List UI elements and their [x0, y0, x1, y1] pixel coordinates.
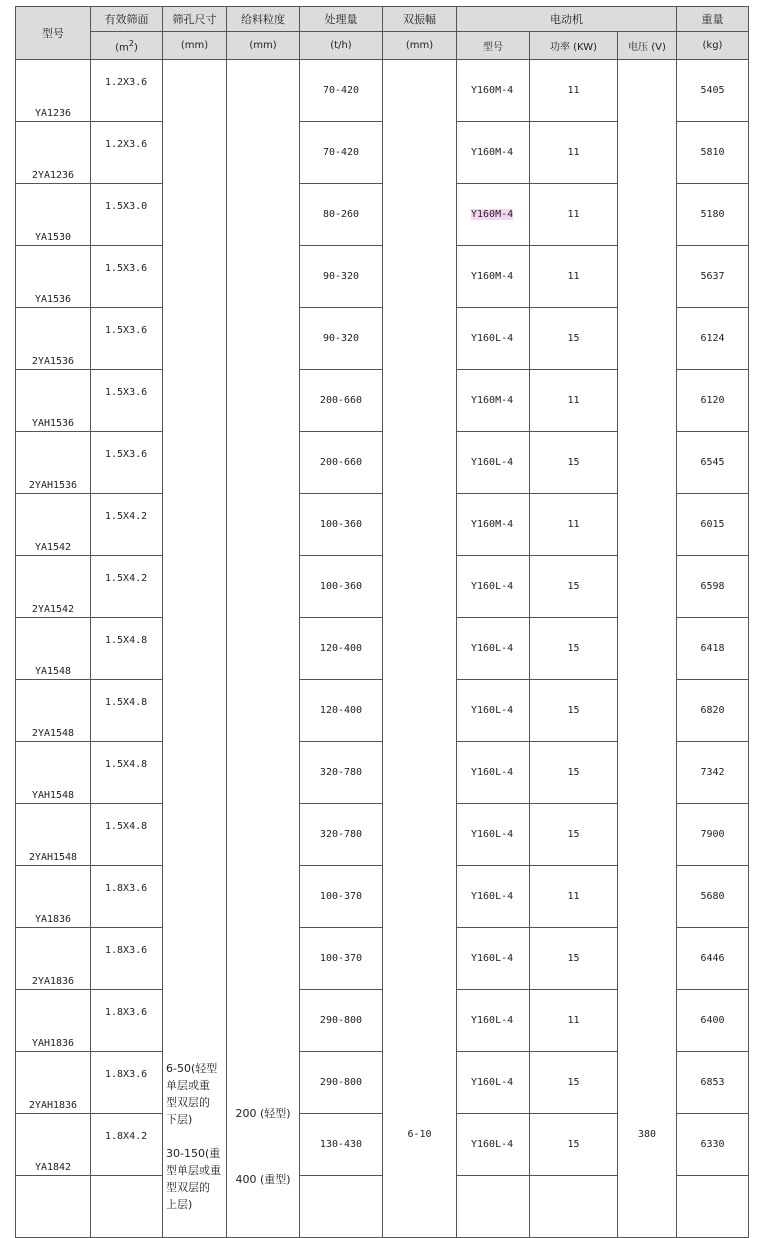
cell-capacity: 100-370: [300, 928, 383, 990]
cell-motor-model: Y160L-4: [457, 742, 530, 804]
cell-voltage: [618, 60, 677, 1238]
cell-area: 1.5X4.8: [91, 742, 163, 804]
feed-light: 200 (轻型): [235, 1107, 291, 1120]
cell-model: 2YAH1836: [16, 1052, 91, 1114]
cell-motor-power: 15: [530, 1052, 618, 1114]
cell-area: 1.8X3.6: [91, 1052, 163, 1114]
cell-area: 1.2X3.6: [91, 60, 163, 122]
cell-capacity: 290-800: [300, 990, 383, 1052]
table-header: [16, 7, 749, 60]
cell-motor-power: 11: [530, 494, 618, 556]
cell-weight: 6545: [677, 432, 749, 494]
cell-model: YAH1536: [16, 370, 91, 432]
cell-motor-power: 15: [530, 432, 618, 494]
cell-model: YA1836: [16, 866, 91, 928]
cell-capacity: 90-320: [300, 308, 383, 370]
header-amplitude-unit: (mm): [383, 32, 457, 60]
cell-motor-power: 15: [530, 742, 618, 804]
cell-weight: 6400: [677, 990, 749, 1052]
cell-capacity: 320-780: [300, 804, 383, 866]
cell-area: 1.5X3.6: [91, 246, 163, 308]
cell-model: 2YA1542: [16, 556, 91, 618]
header-weight: 重量: [677, 7, 749, 32]
cell-weight: [677, 1176, 749, 1238]
text-selection-highlight: Y160M-4: [471, 209, 514, 220]
cell-motor-model: Y160M-4: [457, 122, 530, 184]
cell-motor-power: 15: [530, 928, 618, 990]
cell-motor-power: 11: [530, 60, 618, 122]
cell-amplitude: [383, 60, 457, 1238]
cell-model: YA1536: [16, 246, 91, 308]
cell-area: 1.5X3.0: [91, 184, 163, 246]
cell-motor-model: Y160L-4: [457, 990, 530, 1052]
cell-weight: 6015: [677, 494, 749, 556]
cell-weight: 6598: [677, 556, 749, 618]
cell-motor-power: 11: [530, 122, 618, 184]
mesh-line: 型双层的: [166, 1181, 210, 1194]
cell-motor-model: Y160M-4: [457, 494, 530, 556]
cell-motor-model: [457, 184, 530, 246]
cell-model: 2YAH1548: [16, 804, 91, 866]
area-unit-base: (m: [115, 42, 129, 54]
cell-motor-power: 11: [530, 990, 618, 1052]
cell-motor-power: 15: [530, 1114, 618, 1176]
cell-area: 1.8X3.6: [91, 990, 163, 1052]
cell-motor-power: 15: [530, 618, 618, 680]
cell-model: 2YA1836: [16, 928, 91, 990]
header-mesh-unit: (mm): [163, 32, 227, 60]
header-mesh: 筛孔尺寸: [163, 7, 227, 32]
area-unit-end: ): [134, 42, 138, 54]
area-unit-sup: 2: [128, 37, 135, 48]
cell-motor-model: Y160L-4: [457, 866, 530, 928]
cell-motor-model: Y160L-4: [457, 556, 530, 618]
cell-area: 1.8X3.6: [91, 866, 163, 928]
cell-weight: 5637: [677, 246, 749, 308]
cell-weight: 6124: [677, 308, 749, 370]
cell-model: 2YA1548: [16, 680, 91, 742]
cell-weight: 6120: [677, 370, 749, 432]
header-motor-power: 功率 (KW): [530, 32, 618, 60]
cell-motor-power: 15: [530, 308, 618, 370]
cell-motor-power: 11: [530, 184, 618, 246]
cell-area: 1.5X3.6: [91, 308, 163, 370]
cell-motor-power: [530, 1176, 618, 1238]
cell-capacity: 100-360: [300, 494, 383, 556]
cell-mesh-size: [163, 60, 227, 1238]
cell-weight: 7342: [677, 742, 749, 804]
cell-capacity: 290-800: [300, 1052, 383, 1114]
cell-motor-model: Y160L-4: [457, 928, 530, 990]
header-amplitude: 双振幅: [383, 7, 457, 32]
cell-weight: 7900: [677, 804, 749, 866]
cell-area: 1.5X4.2: [91, 494, 163, 556]
cell-motor-model: Y160M-4: [457, 60, 530, 122]
cell-motor-power: 11: [530, 370, 618, 432]
spec-table-container: [15, 6, 749, 1238]
cell-capacity: 70-420: [300, 122, 383, 184]
cell-weight: 6446: [677, 928, 749, 990]
cell-area: 1.5X4.8: [91, 680, 163, 742]
header-motor-model: 型号: [457, 32, 530, 60]
cell-motor-model: Y160L-4: [457, 308, 530, 370]
mesh-line: 型单层或重: [166, 1164, 221, 1177]
cell-capacity: 100-370: [300, 866, 383, 928]
cell-area: [91, 1176, 163, 1238]
cell-weight: 6330: [677, 1114, 749, 1176]
cell-model: YA1542: [16, 494, 91, 556]
cell-model: 2YA1536: [16, 308, 91, 370]
cell-capacity: 90-320: [300, 246, 383, 308]
cell-weight: 6418: [677, 618, 749, 680]
mesh-line: 6-50(轻型: [166, 1062, 218, 1075]
mesh-line: 下层): [166, 1113, 193, 1126]
cell-model: YAH1548: [16, 742, 91, 804]
header-model: 型号: [16, 7, 91, 60]
cell-motor-model: Y160M-4: [457, 246, 530, 308]
cell-model: YAH1836: [16, 990, 91, 1052]
header-feed-unit: (mm): [227, 32, 300, 60]
cell-model: YA1548: [16, 618, 91, 680]
header-motor-voltage: 电压 (V): [618, 32, 677, 60]
cell-weight: 6853: [677, 1052, 749, 1114]
cell-motor-model: Y160L-4: [457, 618, 530, 680]
cell-motor-model: Y160L-4: [457, 1114, 530, 1176]
cell-motor-model: Y160L-4: [457, 680, 530, 742]
cell-model: YA1530: [16, 184, 91, 246]
cell-capacity: 70-420: [300, 60, 383, 122]
cell-area: 1.5X4.8: [91, 804, 163, 866]
cell-capacity: 120-400: [300, 680, 383, 742]
feed-size-text: [227, 1081, 299, 1213]
cell-area: 1.5X4.2: [91, 556, 163, 618]
cell-area: 1.5X4.8: [91, 618, 163, 680]
cell-motor-model: Y160M-4: [457, 370, 530, 432]
cell-model: YA1236: [16, 60, 91, 122]
cell-motor-power: 15: [530, 556, 618, 618]
table-body: [16, 60, 749, 1238]
header-feed: 给料粒度: [227, 7, 300, 32]
feed-heavy: 400 (重型): [235, 1173, 291, 1186]
voltage-value: 380: [637, 1129, 657, 1140]
cell-motor-model: [457, 1176, 530, 1238]
header-area: 有效筛面: [91, 7, 163, 32]
cell-motor-model: Y160L-4: [457, 1052, 530, 1114]
cell-weight: 6820: [677, 680, 749, 742]
cell-capacity: [300, 1176, 383, 1238]
cell-motor-power: 15: [530, 804, 618, 866]
cell-area: 1.2X3.6: [91, 122, 163, 184]
cell-feed-size: [227, 60, 300, 1238]
mesh-line: 上层): [166, 1198, 193, 1211]
cell-area: 1.5X3.6: [91, 370, 163, 432]
cell-motor-power: 11: [530, 246, 618, 308]
cell-model: 2YAH1536: [16, 432, 91, 494]
cell-area: 1.8X3.6: [91, 928, 163, 990]
mesh-line: 30-150(重: [166, 1147, 221, 1160]
cell-capacity: 320-780: [300, 742, 383, 804]
cell-area: 1.8X4.2: [91, 1114, 163, 1176]
header-weight-unit: (kg): [677, 32, 749, 60]
cell-motor-power: 11: [530, 866, 618, 928]
cell-model: YA1842: [16, 1114, 91, 1176]
cell-capacity: 100-360: [300, 556, 383, 618]
cell-motor-model: Y160L-4: [457, 432, 530, 494]
mesh-spacer: [166, 1128, 223, 1145]
header-motor: 电动机: [457, 7, 677, 32]
table-row: [16, 60, 749, 122]
mesh-line: 型双层的: [166, 1096, 210, 1109]
cell-motor-model: Y160L-4: [457, 804, 530, 866]
cell-area: 1.5X3.6: [91, 432, 163, 494]
cell-model: 2YA1236: [16, 122, 91, 184]
header-area-unit: [91, 32, 163, 60]
cell-capacity: 130-430: [300, 1114, 383, 1176]
spec-table: [15, 6, 749, 1238]
mesh-line: 单层或重: [166, 1079, 210, 1092]
amplitude-value: 6-10: [407, 1129, 432, 1140]
cell-capacity: 80-260: [300, 184, 383, 246]
cell-motor-power: 15: [530, 680, 618, 742]
cell-weight: 5810: [677, 122, 749, 184]
cell-capacity: 200-660: [300, 370, 383, 432]
cell-weight: 5180: [677, 184, 749, 246]
cell-model: [16, 1176, 91, 1238]
cell-capacity: 120-400: [300, 618, 383, 680]
cell-weight: 5680: [677, 866, 749, 928]
mesh-size-text: [163, 1060, 226, 1213]
header-capacity: 处理量: [300, 7, 383, 32]
header-capacity-unit: (t/h): [300, 32, 383, 60]
cell-capacity: 200-660: [300, 432, 383, 494]
cell-weight: 5405: [677, 60, 749, 122]
